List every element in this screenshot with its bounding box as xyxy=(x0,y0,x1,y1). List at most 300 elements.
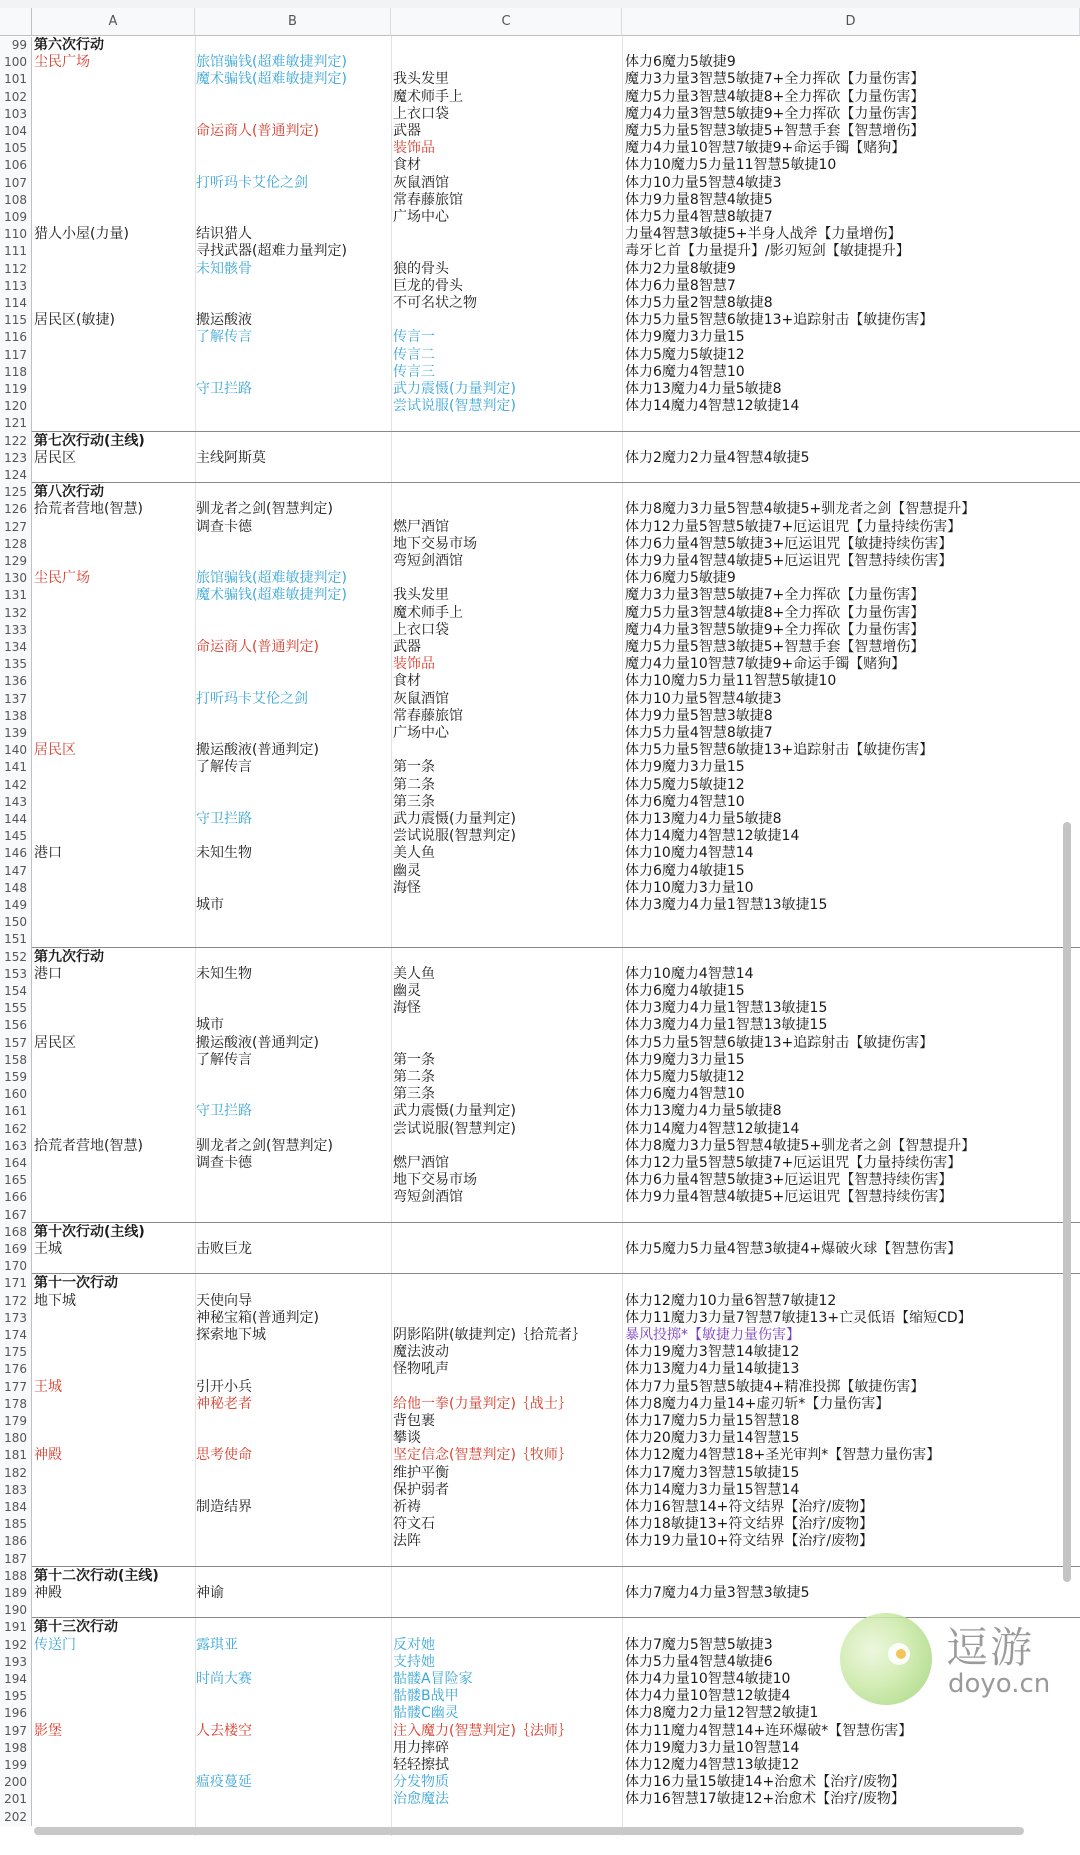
cell-c[interactable]: 攀谈 xyxy=(393,1430,421,1447)
row-number[interactable]: 136 xyxy=(0,673,32,690)
row-number[interactable]: 129 xyxy=(0,553,32,570)
row-number[interactable]: 100 xyxy=(0,54,32,71)
cell-b[interactable]: 神秘宝箱(普通判定) xyxy=(196,1309,319,1326)
cell-d[interactable]: 体力14魔力4智慧12敏捷14 xyxy=(625,398,800,415)
row-number[interactable]: 118 xyxy=(0,364,32,381)
row-number[interactable]: 172 xyxy=(0,1293,32,1310)
cell-d[interactable]: 体力10力量5智慧4敏捷3 xyxy=(625,174,782,191)
cell-d[interactable]: 体力7力量5智慧5敏捷4+精准投掷【敏捷伤害】 xyxy=(625,1378,925,1395)
cell-d[interactable]: 体力17魔力3智慧15敏捷15 xyxy=(625,1464,800,1481)
row-number[interactable]: 106 xyxy=(0,157,32,174)
column-header-d[interactable]: D xyxy=(622,8,1080,36)
cell-d[interactable]: 体力16智慧14+符文结界【治疗/废物】 xyxy=(625,1499,874,1515)
cell-d[interactable]: 体力7魔力4力量3智慧3敏捷5 xyxy=(625,1585,810,1601)
row-number[interactable]: 200 xyxy=(0,1774,32,1791)
cell-d[interactable]: 体力19力量10+符文结界【治疗/废物】 xyxy=(625,1533,874,1550)
cell-a[interactable]: 居民区(敏捷) xyxy=(34,312,115,329)
cell-d[interactable]: 体力5魔力5力量4智慧3敏捷4+爆破火球【智慧伤害】 xyxy=(625,1241,962,1257)
cell-c[interactable]: 武器 xyxy=(393,639,421,655)
cell-c[interactable]: 注入魔力(智慧判定)｛法师｝ xyxy=(393,1722,572,1739)
cell-c[interactable]: 地下交易市场 xyxy=(393,535,477,552)
cell-d[interactable]: 体力5力量4智慧4敏捷6 xyxy=(625,1653,773,1670)
cell-c[interactable]: 灰鼠酒馆 xyxy=(393,174,449,191)
row-number[interactable]: 180 xyxy=(0,1430,32,1447)
cell-a[interactable]: 港口 xyxy=(34,965,62,982)
row-number[interactable]: 189 xyxy=(0,1585,32,1602)
row-number[interactable]: 135 xyxy=(0,656,32,673)
cell-a[interactable]: 第九次行动 xyxy=(34,948,104,965)
cell-d[interactable]: 体力5魔力5敏捷12 xyxy=(625,1069,745,1085)
cell-b[interactable]: 城市 xyxy=(196,1017,224,1034)
cell-b[interactable]: 守卫拦路 xyxy=(196,811,252,827)
cell-d[interactable]: 体力6魔力4智慧10 xyxy=(625,363,745,380)
row-number[interactable]: 107 xyxy=(0,175,32,192)
row-number[interactable]: 155 xyxy=(0,1000,32,1017)
cell-c[interactable]: 怪物吼声 xyxy=(393,1361,449,1378)
row-number[interactable]: 152 xyxy=(0,949,32,966)
row-number[interactable]: 163 xyxy=(0,1138,32,1155)
row-number[interactable]: 166 xyxy=(0,1189,32,1206)
row-number[interactable]: 114 xyxy=(0,295,32,312)
cell-b[interactable]: 守卫拦路 xyxy=(196,381,252,397)
cell-b[interactable]: 寻找武器(超难力量判定) xyxy=(196,243,347,260)
cell-d[interactable]: 体力19魔力3力量10智慧14 xyxy=(625,1739,800,1756)
row-number[interactable]: 143 xyxy=(0,794,32,811)
row-number[interactable]: 187 xyxy=(0,1551,32,1568)
row-number[interactable]: 173 xyxy=(0,1310,32,1327)
row-number[interactable]: 161 xyxy=(0,1103,32,1120)
row-number[interactable]: 134 xyxy=(0,639,32,656)
cell-d[interactable]: 体力9力量4智慧4敏捷5+厄运诅咒【智慧持续伤害】 xyxy=(625,1189,953,1206)
cell-a[interactable]: 第十二次行动(主线) xyxy=(34,1567,159,1584)
cell-d[interactable]: 体力2魔力2力量4智慧4敏捷5 xyxy=(625,449,810,466)
cell-b[interactable]: 神谕 xyxy=(196,1585,224,1601)
row-number[interactable]: 139 xyxy=(0,725,32,742)
cell-c[interactable]: 幽灵 xyxy=(393,983,421,999)
cell-d[interactable]: 体力4力量10智慧4敏捷10 xyxy=(625,1671,791,1687)
row-number[interactable]: 150 xyxy=(0,914,32,931)
row-number[interactable]: 122 xyxy=(0,433,32,450)
cell-d[interactable]: 体力12魔力10力量6智慧7敏捷12 xyxy=(625,1292,837,1309)
cell-a[interactable]: 地下城 xyxy=(34,1292,76,1309)
cell-c[interactable]: 尝试说服(智慧判定) xyxy=(393,1120,516,1137)
row-number[interactable]: 138 xyxy=(0,708,32,725)
row-number[interactable]: 197 xyxy=(0,1723,32,1740)
cell-c[interactable]: 我头发里 xyxy=(393,587,449,604)
row-number[interactable]: 117 xyxy=(0,347,32,364)
cell-c[interactable]: 传言一 xyxy=(393,329,435,346)
cell-d[interactable]: 魔力4力量3智慧5敏捷9+全力挥砍【力量伤害】 xyxy=(625,621,925,638)
row-number[interactable]: 178 xyxy=(0,1396,32,1413)
cell-a[interactable]: 第八次行动 xyxy=(34,484,104,501)
row-number[interactable]: 103 xyxy=(0,106,32,123)
cell-b[interactable]: 思考使命 xyxy=(196,1447,252,1464)
cell-b[interactable]: 打听玛卡艾伦之剑 xyxy=(196,174,308,191)
cell-a[interactable]: 第十次行动(主线) xyxy=(34,1223,145,1240)
cell-d[interactable]: 体力13魔力4力量5敏捷8 xyxy=(625,811,782,827)
cell-d[interactable]: 体力8魔力3力量5智慧4敏捷5+驯龙者之剑【智慧提升】 xyxy=(625,1137,976,1154)
cell-c[interactable]: 上衣口袋 xyxy=(393,105,449,122)
cell-d[interactable]: 体力5魔力5敏捷12 xyxy=(625,776,745,793)
cell-c[interactable]: 用力摔碎 xyxy=(393,1739,449,1756)
row-number[interactable]: 181 xyxy=(0,1447,32,1464)
cell-c[interactable]: 广场中心 xyxy=(393,725,449,741)
cell-c[interactable]: 海怪 xyxy=(393,1000,421,1017)
cell-b[interactable]: 制造结界 xyxy=(196,1499,252,1515)
cell-a[interactable]: 居民区 xyxy=(34,1034,76,1051)
row-number[interactable]: 192 xyxy=(0,1637,32,1654)
row-number[interactable]: 193 xyxy=(0,1654,32,1671)
row-number[interactable]: 130 xyxy=(0,570,32,587)
cell-d[interactable]: 体力2力量8敏捷9 xyxy=(625,260,736,277)
cell-d[interactable]: 体力6魔力5敏捷9 xyxy=(625,54,736,71)
cell-a[interactable]: 第七次行动(主线) xyxy=(34,432,145,449)
cell-a[interactable]: 居民区 xyxy=(34,449,76,466)
cell-c[interactable]: 巨龙的骨头 xyxy=(393,277,463,294)
cell-d[interactable]: 体力7魔力5智慧5敏捷3 xyxy=(625,1636,773,1653)
cell-a[interactable]: 港口 xyxy=(34,845,62,862)
cell-d[interactable]: 体力5力量5智慧6敏捷13+追踪射击【敏捷伤害】 xyxy=(625,312,934,329)
cell-d[interactable]: 体力10魔力4智慧14 xyxy=(625,845,754,862)
cell-a[interactable]: 拾荒者营地(智慧) xyxy=(34,501,143,518)
row-number[interactable]: 165 xyxy=(0,1172,32,1189)
cell-d[interactable]: 体力6力量4智慧5敏捷3+厄运诅咒【敏捷持续伤害】 xyxy=(625,535,953,552)
cell-d[interactable]: 体力19魔力3智慧14敏捷12 xyxy=(625,1344,800,1361)
cell-c[interactable]: 地下交易市场 xyxy=(393,1172,477,1189)
cell-c[interactable]: 广场中心 xyxy=(393,209,449,225)
cell-d[interactable]: 体力5力量4智慧8敏捷7 xyxy=(625,209,773,225)
cell-b[interactable]: 搬运酸液(普通判定) xyxy=(196,1034,319,1051)
row-number[interactable]: 185 xyxy=(0,1516,32,1533)
cell-d[interactable]: 魔力5力量3智慧4敏捷8+全力挥砍【力量伤害】 xyxy=(625,604,925,621)
cell-d[interactable]: 体力6魔力4智慧10 xyxy=(625,1086,745,1103)
cell-b[interactable]: 搬运酸液(普通判定) xyxy=(196,742,319,759)
row-number[interactable]: 199 xyxy=(0,1757,32,1774)
cell-b[interactable]: 了解传言 xyxy=(196,1051,252,1068)
cell-d[interactable]: 体力6力量8智慧7 xyxy=(625,277,736,294)
cell-b[interactable]: 旅馆骗钱(超难敏捷判定) xyxy=(196,570,347,587)
cell-d[interactable]: 体力5力量5智慧6敏捷13+追踪射击【敏捷伤害】 xyxy=(625,1034,934,1051)
cell-c[interactable]: 食材 xyxy=(393,673,421,690)
cell-c[interactable]: 治愈魔法 xyxy=(393,1791,449,1808)
cell-c[interactable]: 第二条 xyxy=(393,776,435,793)
row-number[interactable]: 145 xyxy=(0,828,32,845)
row-number[interactable]: 154 xyxy=(0,983,32,1000)
row-number[interactable]: 113 xyxy=(0,278,32,295)
cell-d[interactable]: 魔力4力量10智慧7敏捷9+命运手镯【赌狗】 xyxy=(625,140,906,157)
cell-c[interactable]: 坚定信念(智慧判定)｛牧师｝ xyxy=(393,1447,572,1464)
cell-d[interactable]: 体力13魔力4力量5敏捷8 xyxy=(625,1103,782,1120)
cell-d[interactable]: 体力11魔力3力量7智慧7敏捷13+亡灵低语【缩短CD】 xyxy=(625,1309,972,1326)
row-number[interactable]: 183 xyxy=(0,1482,32,1499)
cell-d[interactable]: 体力10魔力5力量11智慧5敏捷10 xyxy=(625,157,837,174)
row-number[interactable]: 174 xyxy=(0,1327,32,1344)
cell-a[interactable]: 尘民广场 xyxy=(34,570,90,587)
row-number[interactable]: 137 xyxy=(0,691,32,708)
cell-d[interactable]: 体力6力量4智慧5敏捷3+厄运诅咒【智慧持续伤害】 xyxy=(625,1172,953,1189)
cell-d[interactable]: 体力17魔力5力量15智慧18 xyxy=(625,1413,800,1429)
cell-c[interactable]: 给他一拳(力量判定)｛战士｝ xyxy=(393,1395,572,1412)
row-number[interactable]: 159 xyxy=(0,1069,32,1086)
cell-a[interactable]: 神殿 xyxy=(34,1585,62,1601)
cell-c[interactable]: 法阵 xyxy=(393,1533,421,1550)
row-number[interactable]: 160 xyxy=(0,1086,32,1103)
cell-c[interactable]: 燃尸酒馆 xyxy=(393,518,449,535)
cell-a[interactable]: 拾荒者营地(智慧) xyxy=(34,1137,143,1154)
cell-d[interactable]: 暴风投掷*【敏捷力量伤害】 xyxy=(625,1327,800,1343)
row-number[interactable]: 99 xyxy=(0,37,32,54)
row-number[interactable]: 169 xyxy=(0,1241,32,1258)
column-header-c[interactable]: C xyxy=(391,8,622,36)
cell-b[interactable]: 旅馆骗钱(超难敏捷判定) xyxy=(196,54,347,71)
row-number[interactable]: 201 xyxy=(0,1791,32,1808)
cell-c[interactable]: 装饰品 xyxy=(393,140,435,157)
row-number[interactable]: 194 xyxy=(0,1671,32,1688)
cell-c[interactable]: 骷髅A冒险家 xyxy=(393,1671,473,1687)
row-number[interactable]: 131 xyxy=(0,587,32,604)
cell-c[interactable]: 第二条 xyxy=(393,1069,435,1085)
cell-c[interactable]: 分发物质 xyxy=(393,1774,449,1791)
cell-c[interactable]: 骷髅B战甲 xyxy=(393,1688,459,1705)
cell-d[interactable]: 魔力3力量3智慧5敏捷7+全力挥砍【力量伤害】 xyxy=(625,71,925,88)
cell-c[interactable]: 轻轻擦拭 xyxy=(393,1757,449,1773)
cell-b[interactable]: 击败巨龙 xyxy=(196,1241,252,1257)
cell-a[interactable]: 王城 xyxy=(34,1241,62,1257)
cell-d[interactable]: 毒牙匕首【力量提升】/影刃短剑【敏捷提升】 xyxy=(625,243,910,260)
cell-c[interactable]: 阴影陷阱(敏捷判定)｛拾荒者｝ xyxy=(393,1327,586,1343)
row-number[interactable]: 132 xyxy=(0,605,32,622)
cell-d[interactable]: 魔力5力量5智慧3敏捷5+智慧手套【智慧增伤】 xyxy=(625,639,925,655)
row-number[interactable]: 190 xyxy=(0,1602,32,1619)
row-number[interactable]: 128 xyxy=(0,536,32,553)
cell-b[interactable]: 守卫拦路 xyxy=(196,1103,252,1120)
cell-d[interactable]: 体力6魔力5敏捷9 xyxy=(625,570,736,587)
row-number[interactable]: 151 xyxy=(0,931,32,948)
cell-c[interactable]: 幽灵 xyxy=(393,862,421,879)
cell-d[interactable]: 体力9力量5智慧3敏捷8 xyxy=(625,707,773,724)
cell-d[interactable]: 魔力3力量3智慧5敏捷7+全力挥砍【力量伤害】 xyxy=(625,587,925,604)
row-number[interactable]: 196 xyxy=(0,1705,32,1722)
cell-a[interactable]: 居民区 xyxy=(34,742,76,759)
row-number[interactable]: 158 xyxy=(0,1052,32,1069)
row-number[interactable]: 184 xyxy=(0,1499,32,1516)
cell-c[interactable]: 武力震慑(力量判定) xyxy=(393,811,516,827)
cell-b[interactable]: 天使向导 xyxy=(196,1292,252,1309)
cell-d[interactable]: 体力8魔力4力量14+虚刃斩*【力量伤害】 xyxy=(625,1395,890,1412)
cell-b[interactable]: 搬运酸液 xyxy=(196,312,252,329)
row-number[interactable]: 153 xyxy=(0,966,32,983)
cell-c[interactable]: 食材 xyxy=(393,157,421,174)
cell-a[interactable]: 尘民广场 xyxy=(34,54,90,71)
cell-d[interactable]: 体力5力量5智慧6敏捷13+追踪射击【敏捷伤害】 xyxy=(625,742,934,759)
cell-b[interactable]: 引开小兵 xyxy=(196,1378,252,1395)
cell-b[interactable]: 调查卡德 xyxy=(196,1155,252,1171)
cell-d[interactable]: 体力6魔力4智慧10 xyxy=(625,793,745,810)
row-number[interactable]: 124 xyxy=(0,467,32,484)
cell-d[interactable]: 体力16智慧17敏捷12+治愈术【治疗/废物】 xyxy=(625,1791,905,1808)
row-number[interactable]: 168 xyxy=(0,1224,32,1241)
cell-c[interactable]: 不可名状之物 xyxy=(393,295,477,311)
cell-d[interactable]: 体力9魔力3力量15 xyxy=(625,759,745,776)
cell-c[interactable]: 符文石 xyxy=(393,1516,435,1533)
cell-b[interactable]: 魔术骗钱(超难敏捷判定) xyxy=(196,587,347,604)
cell-c[interactable]: 背包裹 xyxy=(393,1413,435,1429)
row-number[interactable]: 141 xyxy=(0,759,32,776)
row-number[interactable]: 142 xyxy=(0,777,32,794)
cell-b[interactable]: 命运商人(普通判定) xyxy=(196,639,319,655)
cell-d[interactable]: 体力5力量2智慧8敏捷8 xyxy=(625,295,773,311)
horizontal-scrollbar[interactable] xyxy=(34,1827,1024,1835)
row-number[interactable]: 167 xyxy=(0,1207,32,1224)
cell-c[interactable]: 支持她 xyxy=(393,1653,435,1670)
row-number[interactable]: 116 xyxy=(0,329,32,346)
cell-c[interactable]: 常春藤旅馆 xyxy=(393,191,463,208)
row-number[interactable]: 111 xyxy=(0,243,32,260)
cell-d[interactable]: 体力14魔力4智慧12敏捷14 xyxy=(625,1120,800,1137)
cell-c[interactable]: 传言三 xyxy=(393,363,435,380)
cell-c[interactable]: 保护弱者 xyxy=(393,1481,449,1498)
cell-a[interactable]: 影堡 xyxy=(34,1722,62,1739)
cell-d[interactable]: 体力4力量10智慧12敏捷4 xyxy=(625,1688,791,1705)
cell-d[interactable]: 体力3魔力4力量1智慧13敏捷15 xyxy=(625,1000,828,1017)
row-number[interactable]: 108 xyxy=(0,192,32,209)
cell-c[interactable]: 武力震慑(力量判定) xyxy=(393,1103,516,1120)
row-number[interactable]: 109 xyxy=(0,209,32,226)
cell-c[interactable]: 第一条 xyxy=(393,1051,435,1068)
cell-b[interactable]: 未知生物 xyxy=(196,845,252,862)
cell-b[interactable]: 驯龙者之剑(智慧判定) xyxy=(196,1137,333,1154)
row-number[interactable]: 202 xyxy=(0,1809,32,1826)
cell-b[interactable]: 神秘老者 xyxy=(196,1395,252,1412)
cell-a[interactable]: 第十三次行动 xyxy=(34,1619,118,1636)
cell-c[interactable]: 燃尸酒馆 xyxy=(393,1155,449,1171)
row-number[interactable]: 164 xyxy=(0,1155,32,1172)
row-number[interactable]: 188 xyxy=(0,1568,32,1585)
cell-d[interactable]: 体力14魔力4智慧12敏捷14 xyxy=(625,828,800,845)
cell-d[interactable]: 体力11魔力4智慧14+连环爆破*【智慧伤害】 xyxy=(625,1722,913,1739)
row-number[interactable]: 121 xyxy=(0,415,32,432)
cell-b[interactable]: 时尚大赛 xyxy=(196,1671,252,1687)
cell-c[interactable]: 上衣口袋 xyxy=(393,621,449,638)
cell-d[interactable]: 体力8魔力2力量12智慧2敏捷1 xyxy=(625,1705,819,1722)
cell-d[interactable]: 体力6魔力4敏捷15 xyxy=(625,862,745,879)
cell-c[interactable]: 第一条 xyxy=(393,759,435,776)
row-number[interactable]: 133 xyxy=(0,622,32,639)
cell-c[interactable]: 魔法波动 xyxy=(393,1344,449,1361)
cell-d[interactable]: 体力10力量5智慧4敏捷3 xyxy=(625,690,782,707)
cell-b[interactable]: 未知生物 xyxy=(196,965,252,982)
row-number[interactable]: 198 xyxy=(0,1740,32,1757)
cell-d[interactable]: 体力13魔力4力量5敏捷8 xyxy=(625,381,782,397)
row-number[interactable]: 147 xyxy=(0,863,32,880)
cell-d[interactable]: 体力10魔力3力量10 xyxy=(625,879,754,896)
row-number[interactable]: 146 xyxy=(0,845,32,862)
cell-c[interactable]: 美人鱼 xyxy=(393,845,435,862)
cell-c[interactable]: 魔术师手上 xyxy=(393,604,463,621)
row-number[interactable]: 186 xyxy=(0,1533,32,1550)
cell-c[interactable]: 弯短剑酒馆 xyxy=(393,1189,463,1206)
cell-a[interactable]: 猎人小屋(力量) xyxy=(34,226,129,243)
cell-c[interactable]: 我头发里 xyxy=(393,71,449,88)
row-number[interactable]: 170 xyxy=(0,1258,32,1275)
column-header-b[interactable]: B xyxy=(195,8,391,36)
cell-d[interactable]: 体力3魔力4力量1智慧13敏捷15 xyxy=(625,1017,828,1034)
cell-d[interactable]: 体力12力量5智慧5敏捷7+厄运诅咒【力量持续伤害】 xyxy=(625,518,962,535)
cell-b[interactable]: 未知骸骨 xyxy=(196,260,252,277)
row-number[interactable]: 162 xyxy=(0,1121,32,1138)
cell-b[interactable]: 人去楼空 xyxy=(196,1722,252,1739)
cell-d[interactable]: 体力9力量8智慧4敏捷5 xyxy=(625,191,773,208)
cell-c[interactable]: 反对她 xyxy=(393,1636,435,1653)
cell-d[interactable]: 体力5力量4智慧8敏捷7 xyxy=(625,725,773,741)
cell-b[interactable]: 了解传言 xyxy=(196,759,252,776)
cell-d[interactable]: 体力12魔力4智慧18+圣光审判*【智慧力量伤害】 xyxy=(625,1447,941,1464)
row-number[interactable]: 101 xyxy=(0,71,32,88)
cell-c[interactable]: 常春藤旅馆 xyxy=(393,707,463,724)
cell-c[interactable]: 装饰品 xyxy=(393,656,435,673)
row-number[interactable]: 171 xyxy=(0,1275,32,1292)
row-number[interactable]: 156 xyxy=(0,1017,32,1034)
cell-b[interactable]: 魔术骗钱(超难敏捷判定) xyxy=(196,71,347,88)
row-number[interactable]: 119 xyxy=(0,381,32,398)
cell-b[interactable]: 露琪亚 xyxy=(196,1636,238,1653)
cell-d[interactable]: 体力9魔力3力量15 xyxy=(625,1051,745,1068)
cell-b[interactable]: 瘟疫蔓延 xyxy=(196,1774,252,1791)
cell-c[interactable]: 武力震慑(力量判定) xyxy=(393,381,516,397)
cell-c[interactable]: 魔术师手上 xyxy=(393,88,463,105)
cell-d[interactable]: 魔力4力量10智慧7敏捷9+命运手镯【赌狗】 xyxy=(625,656,906,673)
cell-b[interactable]: 主线阿斯莫 xyxy=(196,449,266,466)
row-number[interactable]: 195 xyxy=(0,1688,32,1705)
cell-b[interactable]: 探索地下城 xyxy=(196,1327,266,1343)
cell-d[interactable]: 体力9力量4智慧4敏捷5+厄运诅咒【智慧持续伤害】 xyxy=(625,553,953,569)
row-number[interactable]: 102 xyxy=(0,89,32,106)
cell-a[interactable]: 第十一次行动 xyxy=(34,1275,118,1292)
vertical-scrollbar[interactable] xyxy=(1063,822,1071,1582)
cell-d[interactable]: 魔力4力量3智慧5敏捷9+全力挥砍【力量伤害】 xyxy=(625,105,925,122)
cell-d[interactable]: 体力12魔力4智慧13敏捷12 xyxy=(625,1757,800,1773)
row-number[interactable]: 140 xyxy=(0,742,32,759)
row-number[interactable]: 149 xyxy=(0,897,32,914)
cell-d[interactable]: 体力12力量5智慧5敏捷7+厄运诅咒【力量持续伤害】 xyxy=(625,1155,962,1171)
cell-c[interactable]: 尝试说服(智慧判定) xyxy=(393,828,516,845)
cell-b[interactable]: 结识猎人 xyxy=(196,226,252,243)
cell-d[interactable]: 体力5魔力5敏捷12 xyxy=(625,346,745,363)
cell-c[interactable]: 骷髅C幽灵 xyxy=(393,1705,459,1722)
cell-d[interactable]: 体力8魔力3力量5智慧4敏捷5+驯龙者之剑【智慧提升】 xyxy=(625,501,976,518)
row-number[interactable]: 157 xyxy=(0,1035,32,1052)
cell-a[interactable]: 第六次行动 xyxy=(34,37,104,53)
select-all-corner[interactable] xyxy=(0,8,32,36)
row-number[interactable]: 177 xyxy=(0,1379,32,1396)
cell-c[interactable]: 狼的骨头 xyxy=(393,260,449,277)
cell-d[interactable]: 体力16力量15敏捷14+治愈术【治疗/废物】 xyxy=(625,1774,905,1791)
cell-c[interactable]: 海怪 xyxy=(393,879,421,896)
row-number[interactable]: 123 xyxy=(0,450,32,467)
row-number[interactable]: 112 xyxy=(0,261,32,278)
cell-c[interactable]: 传言二 xyxy=(393,346,435,363)
cell-c[interactable]: 祈祷 xyxy=(393,1499,421,1515)
cell-d[interactable]: 体力18敏捷13+符文结界【治疗/废物】 xyxy=(625,1516,874,1533)
cell-d[interactable]: 体力10魔力5力量11智慧5敏捷10 xyxy=(625,673,837,690)
cell-c[interactable]: 尝试说服(智慧判定) xyxy=(393,398,516,415)
cell-a[interactable]: 王城 xyxy=(34,1378,62,1395)
cell-b[interactable]: 了解传言 xyxy=(196,329,252,346)
cell-d[interactable]: 体力20魔力3力量14智慧15 xyxy=(625,1430,800,1447)
cell-c[interactable]: 第三条 xyxy=(393,793,435,810)
row-number[interactable]: 104 xyxy=(0,123,32,140)
cell-c[interactable]: 武器 xyxy=(393,123,421,139)
